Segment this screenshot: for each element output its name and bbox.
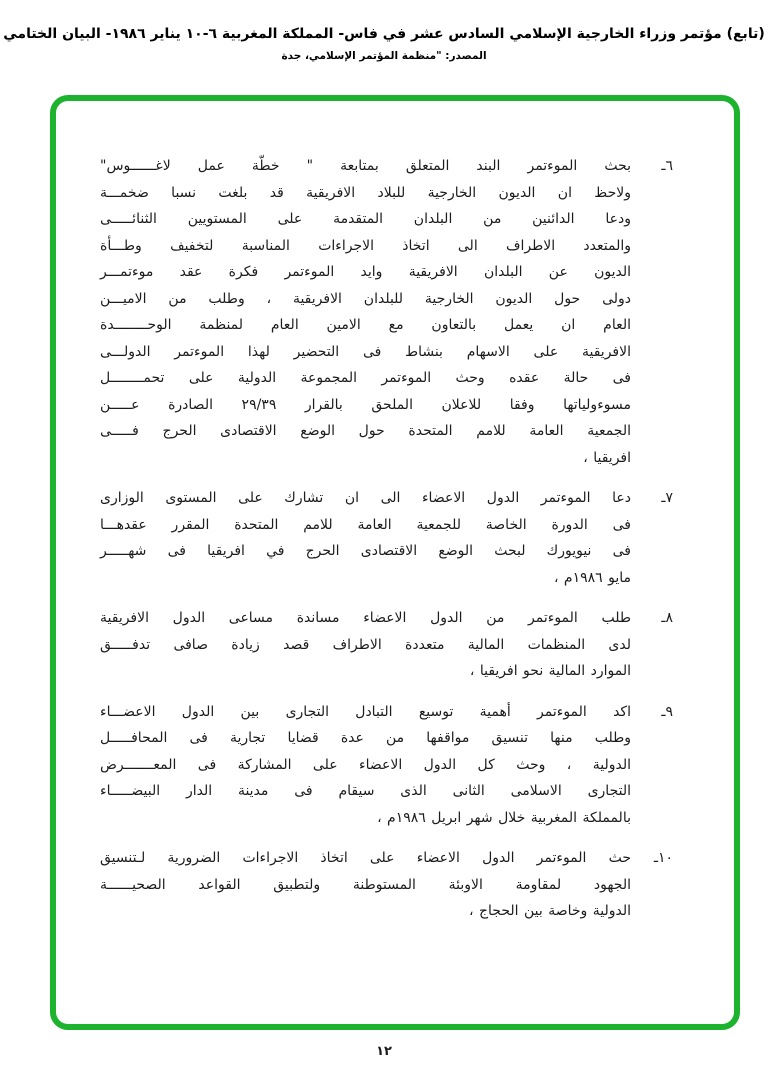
item-number: ٦ـ	[661, 158, 673, 174]
text-line: مسوءولياتها وفقا للاعلان الملحق بالقرار ٢٩/٣٩ الصادرة عـــــن	[100, 396, 632, 413]
text-line: وطلب منها تنسيق مواقفها من عدة قضايا تجارية فى المحافـــــل	[100, 730, 631, 746]
list-item	[100, 699, 673, 832]
text-line: لدى المنظمات المالية متعددة الاطراف قصد زيادة صافى تدفـــــق	[100, 636, 631, 653]
item-number: ٨ـ	[661, 610, 673, 626]
green-document-frame	[50, 95, 740, 1030]
text-line: اكد الموءتمر أهمية توسيع التبادل التجارى بين الدول الاعضـــاء	[100, 703, 631, 720]
text-line: حث الموءتمر الدول الاعضاء على اتخاذ الاجراءات الضرورية لـتنسيق	[100, 850, 631, 866]
text-line: بحث الموءتمر البند المتعلق بمتابعة " خطّة عمل لاغــــــوس"	[100, 158, 631, 174]
text-line: الدولية ، وحث كل الدول الاعضاء على المشاركة فى المعـــــــرض	[100, 756, 631, 773]
list-item	[100, 153, 673, 471]
page-header	[0, 26, 768, 62]
text-line: الجهود لمقاومة الاوبئة المستوطنة ولتطبيق القواعد الصحيــــــة	[100, 876, 631, 893]
text-line: بالمملكة المغربية خلال شهر ابريل ١٩٨٦م ،	[377, 809, 631, 826]
item-text	[100, 605, 631, 685]
text-line: ودعا الدائنين من البلدان المتقدمة على المستويين الثنائـــــى	[100, 211, 631, 227]
text-line: الديون عن البلدان الافريقية وايد الموءتمر فكرة عقد موءتمـــر	[100, 264, 631, 280]
text-line: الدولية وخاصة بين الحجاج ،	[469, 903, 631, 919]
text-line: التجارى الاسلامى الثانى الذى سيقام فى مدينة الدار البيضـــــاء	[100, 783, 631, 799]
text-line: فى نيويورك لبحث الوضع الاقتصادى الحرج في افريقيا فى شهـــــر	[100, 543, 631, 559]
page-number: ١٢	[376, 1044, 392, 1059]
text-line: افريقيا ،	[583, 449, 631, 466]
text-line: الموارد المالية نحو افريقيا ،	[469, 663, 631, 679]
text-line: والمتعدد الاطراف الى اتخاذ الاجراءات المناسبة لتخفيف وطـــأة	[100, 237, 631, 254]
item-text	[100, 845, 631, 925]
items-list	[100, 153, 673, 925]
item-text	[100, 485, 631, 591]
text-line: دولى حول الديون الخارجية للبلدان الافريقية ، وطلب من الاميـــن	[100, 290, 631, 307]
text-line: الجمعية العامة للامم المتحدة حول الوضع الاقتصادى الحرج فـــــى	[100, 423, 631, 439]
list-item	[100, 485, 673, 591]
item-text	[100, 699, 631, 832]
text-line: الافريقية على الاسهام بنشاط فى التحضير لهذا الموءتمر الدولـــى	[100, 343, 631, 360]
text-line: دعا الموءتمر الدول الاعضاء الى ان تشارك على المستوى الوزارى	[100, 490, 631, 506]
text-line: العام ان يعمل بالتعاون مع الامين العام لمنظمة الوحــــــــدة	[100, 317, 631, 333]
item-number: ٧ـ	[661, 490, 673, 506]
document-title: (تابع) مؤتمر وزراء الخارجية الإسلامي السادس عشر في فاس- المملكة المغربية ٦-١٠ يناير ١٩٨٦- البيان الختامي	[3, 26, 765, 42]
item-number: ٩ـ	[661, 703, 673, 720]
item-number: ١٠ـ	[653, 850, 673, 866]
text-line: طلب الموءتمر من الدول الاعضاء مساندة مساعى الدول الافريقية	[100, 610, 631, 626]
text-line: فى الدورة الخاصة للجمعية العامة للامم المتحدة المقرر عقدهـــا	[100, 516, 631, 533]
text-line: مايو ١٩٨٦م ،	[553, 569, 631, 586]
text-line: ولاحظ ان الديون الخارجية للبلاد الافريقية قد بلغت نسبا ضخمـــة	[100, 184, 631, 201]
item-text	[100, 153, 631, 471]
document-source-line: المصدر: "منظمة المؤتمر الإسلامي، جدة	[281, 50, 487, 62]
list-item	[100, 605, 673, 685]
text-line: فى حالة عقده وحث الموءتمر المجموعة الدولية على تحمــــــــل	[100, 370, 631, 386]
list-item	[100, 845, 673, 925]
